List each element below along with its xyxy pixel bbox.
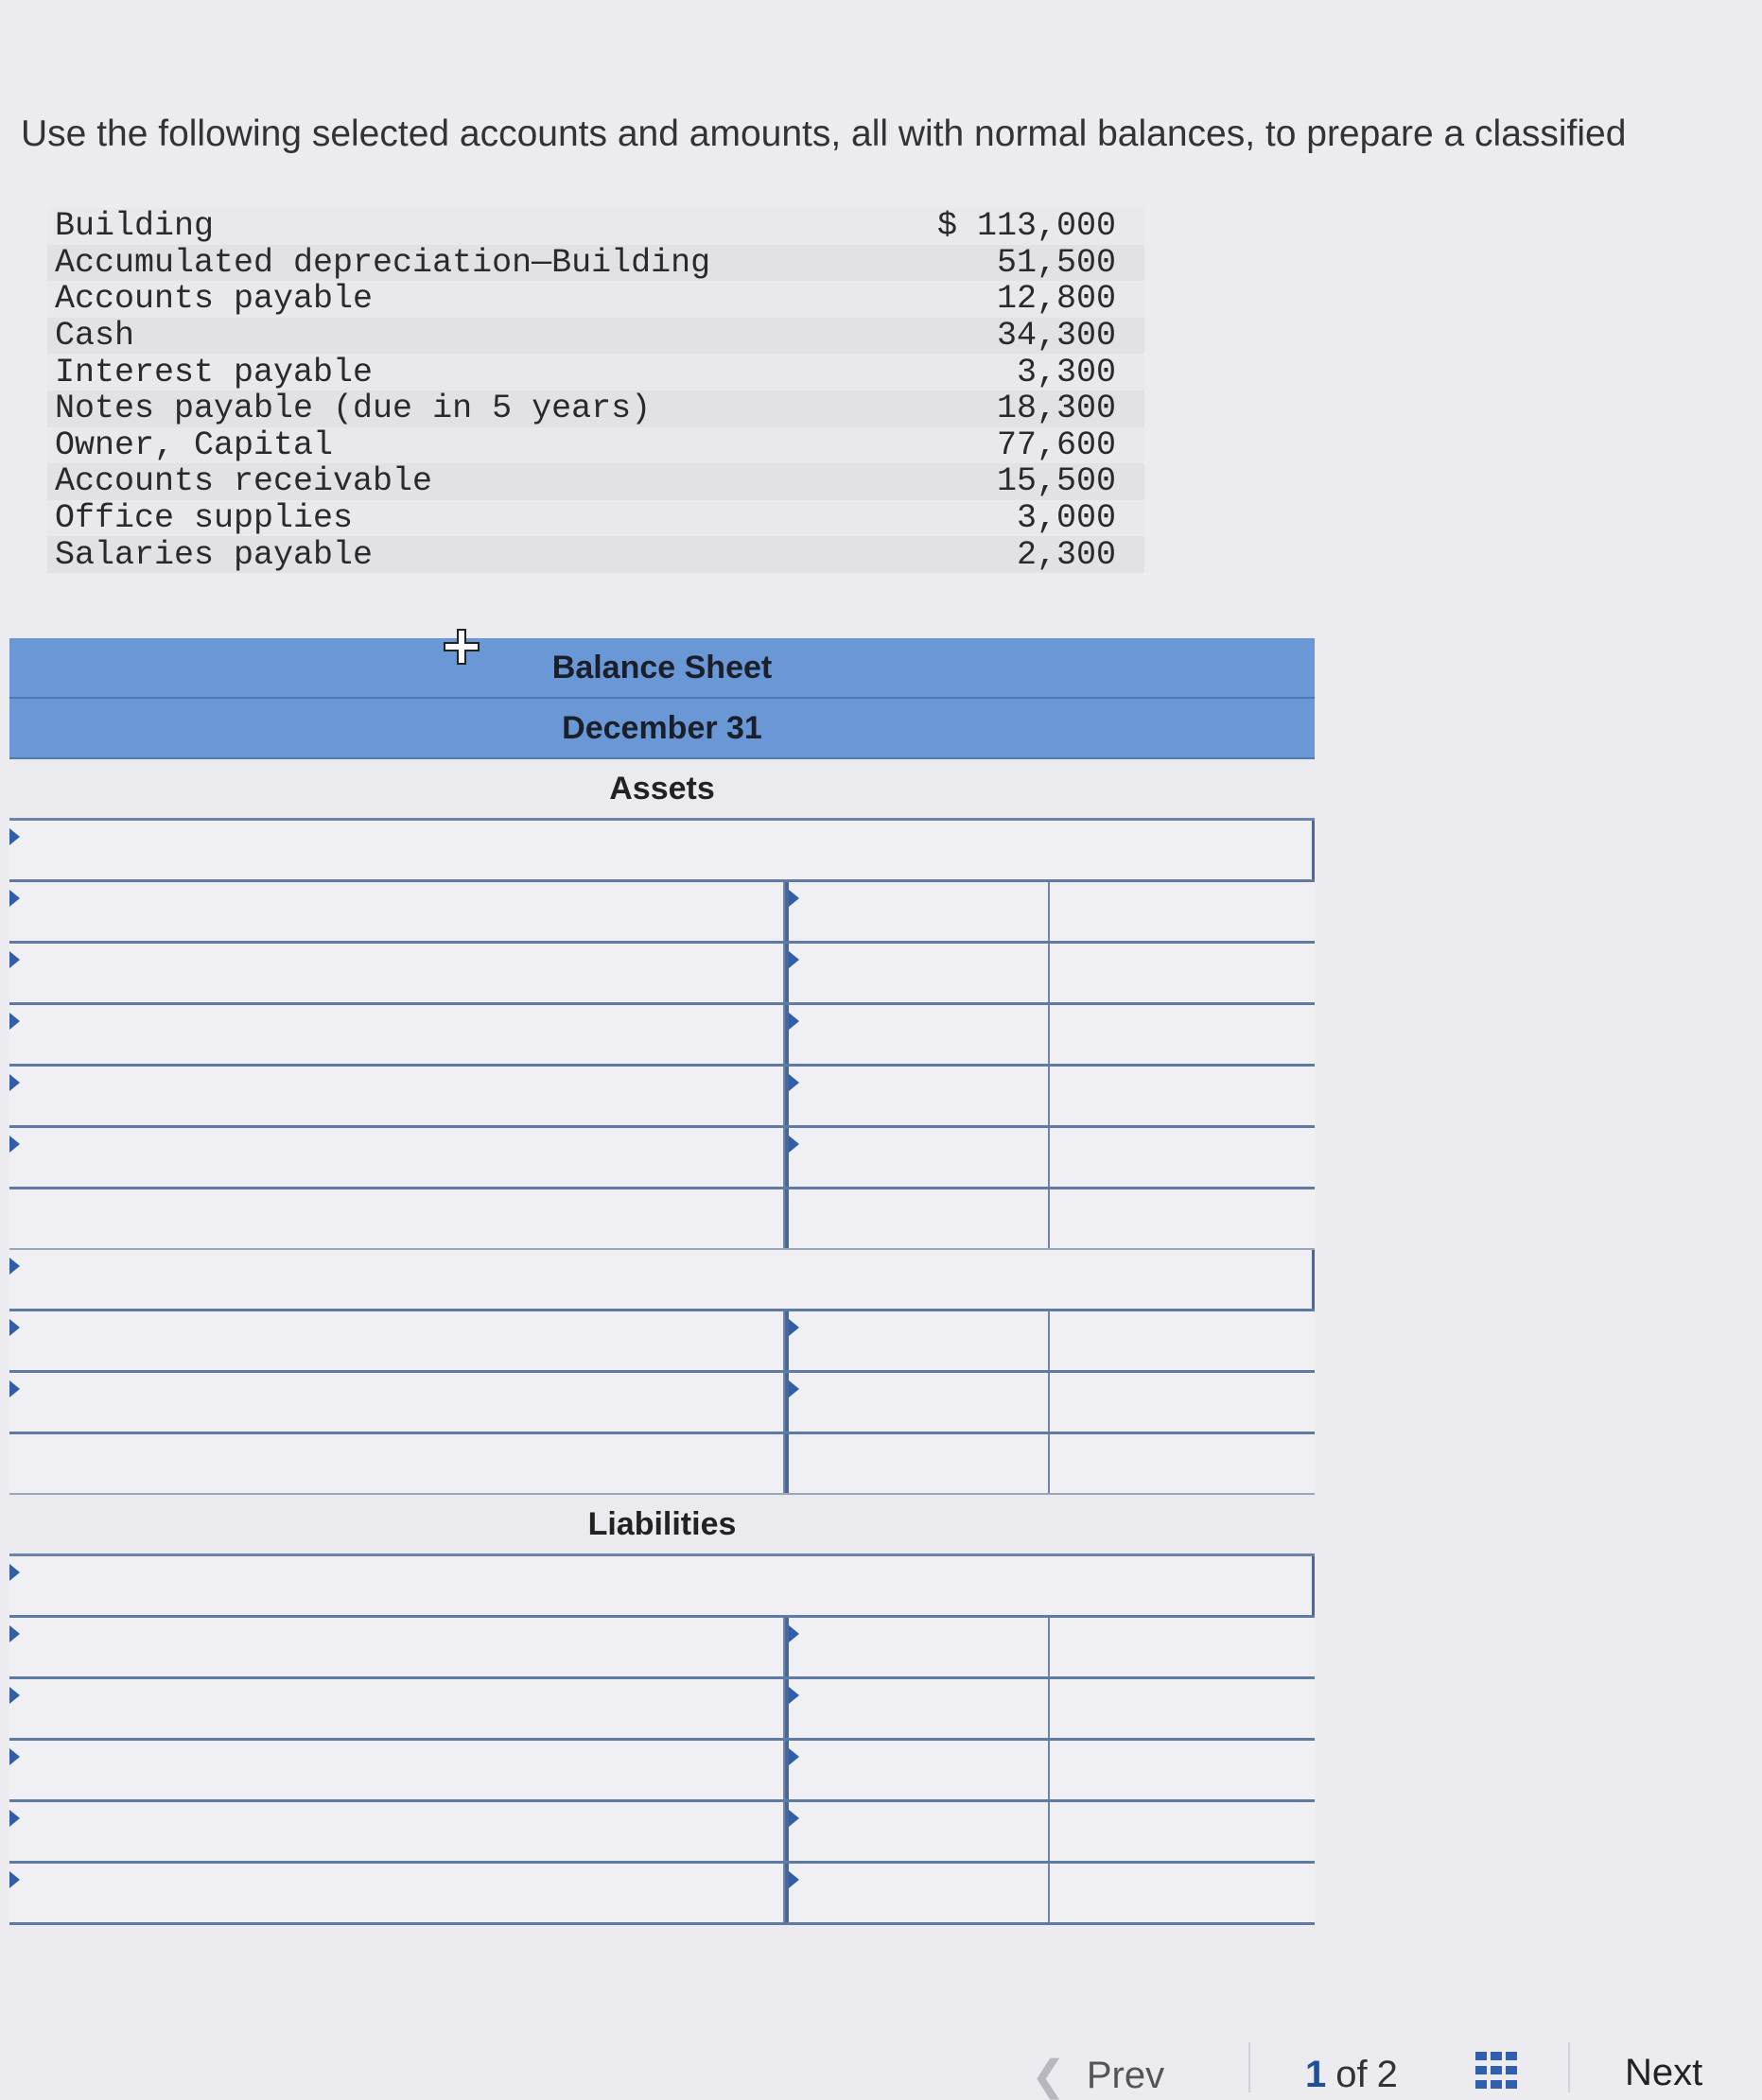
amount-input[interactable] [785,1741,1050,1799]
dropdown-marker-icon [9,1625,20,1642]
subtotal-amount-input[interactable] [785,1434,1050,1493]
dropdown-marker-icon [789,1625,799,1642]
account-row [47,536,1144,573]
total-input[interactable] [1050,1864,1315,1922]
account-name: Office supplies [55,499,354,538]
asset-entry-row [9,882,1315,944]
dropdown-marker-icon [9,1871,20,1888]
account-name: Salaries payable [55,535,374,574]
dropdown-marker-icon [9,951,20,968]
account-row [47,354,1144,390]
dropdown-marker-icon [9,1319,20,1336]
account-name: Accounts receivable [55,462,433,501]
asset-entry-row [9,1373,1315,1434]
total-input[interactable] [1050,1311,1315,1370]
account-name: Cash [55,317,135,356]
subsection-dropdown[interactable] [9,1250,1315,1309]
total-input[interactable] [1050,944,1315,1002]
account-row [47,281,1144,318]
dropdown-marker-icon [9,890,20,907]
move-cursor-icon [443,628,480,666]
account-dropdown[interactable] [9,1311,785,1370]
asset-entry-row [9,944,1315,1005]
account-amount: 18,300 [996,390,1116,428]
prev-label: Prev [1086,2055,1165,2096]
asset-subtotal-row [9,1434,1315,1495]
account-row [47,245,1144,282]
total-input[interactable] [1050,1802,1315,1861]
amount-input[interactable] [785,1128,1050,1187]
total-input[interactable] [1050,1741,1315,1799]
account-amount: 34,300 [996,317,1116,356]
account-name: Notes payable (due in 5 years) [55,390,652,428]
total-input[interactable] [1050,1067,1315,1125]
account-dropdown[interactable] [9,1373,785,1432]
prev-button[interactable] [1031,2052,1164,2100]
account-dropdown[interactable] [9,1802,785,1861]
total-input[interactable] [1050,1618,1315,1676]
account-name: Interest payable [55,353,374,391]
dropdown-marker-icon [9,1810,20,1827]
amount-input[interactable] [785,1373,1050,1432]
next-button[interactable]: Next [1625,2052,1703,2093]
account-row [47,427,1144,464]
amount-input[interactable] [785,1864,1050,1922]
liability-entry-row [9,1618,1315,1679]
dropdown-marker-icon [789,1319,799,1336]
account-name: Owner, Capital [55,425,334,464]
account-amount: $ 113,000 [936,207,1116,246]
divider [1248,2042,1250,2092]
liability-subsection-row [9,1556,1315,1618]
account-dropdown[interactable] [9,1864,785,1922]
asset-subsection-row [9,1250,1315,1311]
account-amount: 3,000 [1016,499,1116,538]
account-amount: 3,300 [1016,353,1116,391]
subtotal-amount-input[interactable] [785,1189,1050,1248]
total-pages: 2 [1376,2054,1398,2095]
account-dropdown[interactable] [9,1679,785,1738]
grid-view-icon[interactable] [1475,2052,1517,2090]
account-dropdown[interactable] [9,944,785,1002]
page-of-text: of [1335,2054,1368,2095]
liabilities-heading: Liabilities [9,1495,1315,1556]
account-name: Accounts payable [55,280,374,319]
account-dropdown[interactable] [9,1741,785,1799]
dropdown-marker-icon [9,1013,20,1030]
dropdown-marker-icon [789,1013,799,1030]
amount-input[interactable] [785,1618,1050,1676]
page-indicator [1305,2054,1398,2096]
subtotal-total-input[interactable] [1050,1189,1315,1248]
asset-entry-row [9,1005,1315,1067]
amount-input[interactable] [785,1802,1050,1861]
total-input[interactable] [1050,882,1315,941]
subsection-dropdown[interactable] [9,1556,1315,1615]
amount-input[interactable] [785,944,1050,1002]
account-row [47,500,1144,537]
balance-sheet-date: December 31 [9,699,1315,759]
account-row [47,208,1144,245]
account-amount: 51,500 [996,243,1116,282]
amount-input[interactable] [785,1311,1050,1370]
asset-subtotal-row [9,1189,1315,1250]
account-dropdown[interactable] [9,882,785,941]
account-amount: 12,800 [996,280,1116,319]
dropdown-marker-icon [9,1136,20,1153]
total-input[interactable] [1050,1005,1315,1064]
accounts-list [47,208,1144,573]
total-input[interactable] [1050,1128,1315,1187]
current-page: 1 [1305,2054,1327,2095]
asset-entry-row [9,1128,1315,1189]
subtotal-label-cell [9,1189,785,1248]
dropdown-marker-icon [789,1687,799,1704]
amount-input[interactable] [785,882,1050,941]
dropdown-marker-icon [789,1074,799,1091]
asset-subsection-row [9,821,1315,882]
total-input[interactable] [1050,1679,1315,1738]
amount-input[interactable] [785,1005,1050,1064]
dropdown-marker-icon [9,828,20,845]
dropdown-marker-icon [9,1748,20,1765]
liability-entry-row [9,1802,1315,1864]
account-dropdown[interactable] [9,1128,785,1187]
dropdown-marker-icon [789,1871,799,1888]
account-dropdown[interactable] [9,1067,785,1125]
instructions-text: Use the following selected accounts and amounts, all with normal balances, to prepare a classified [21,113,1627,154]
account-amount: 15,500 [996,462,1116,501]
amount-input[interactable] [785,1067,1050,1125]
dropdown-marker-icon [9,1564,20,1581]
dropdown-marker-icon [9,1380,20,1397]
dropdown-marker-icon [9,1687,20,1704]
account-row [47,318,1144,355]
amount-input[interactable] [785,1679,1050,1738]
subtotal-label-cell [9,1434,785,1493]
dropdown-marker-icon [789,951,799,968]
account-row [47,390,1144,427]
account-amount: 77,600 [996,425,1116,464]
liability-entry-row [9,1741,1315,1802]
account-dropdown[interactable] [9,1618,785,1676]
assets-heading: Assets [9,759,1315,821]
liability-entry-row [9,1864,1315,1925]
liability-entry-row [9,1679,1315,1741]
dropdown-marker-icon [9,1258,20,1275]
account-name: Building [55,207,215,246]
dropdown-marker-icon [789,1380,799,1397]
divider [1568,2042,1570,2092]
chevron-left-icon: ❮ [1031,2053,1066,2099]
dropdown-marker-icon [789,1810,799,1827]
account-row [47,463,1144,500]
total-input[interactable] [1050,1373,1315,1432]
subsection-dropdown[interactable] [9,821,1315,879]
dropdown-marker-icon [789,890,799,907]
dropdown-marker-icon [789,1748,799,1765]
account-dropdown[interactable] [9,1005,785,1064]
balance-sheet-form [9,638,1315,1925]
dropdown-marker-icon [9,1074,20,1091]
account-amount: 2,300 [1016,535,1116,574]
account-name: Accumulated depreciation—Building [55,243,711,282]
dropdown-marker-icon [789,1136,799,1153]
asset-entry-row [9,1067,1315,1128]
balance-sheet-title: Balance Sheet [9,638,1315,699]
subtotal-total-input[interactable] [1050,1434,1315,1493]
pagination-bar [1031,2042,1762,2099]
asset-entry-row [9,1311,1315,1373]
